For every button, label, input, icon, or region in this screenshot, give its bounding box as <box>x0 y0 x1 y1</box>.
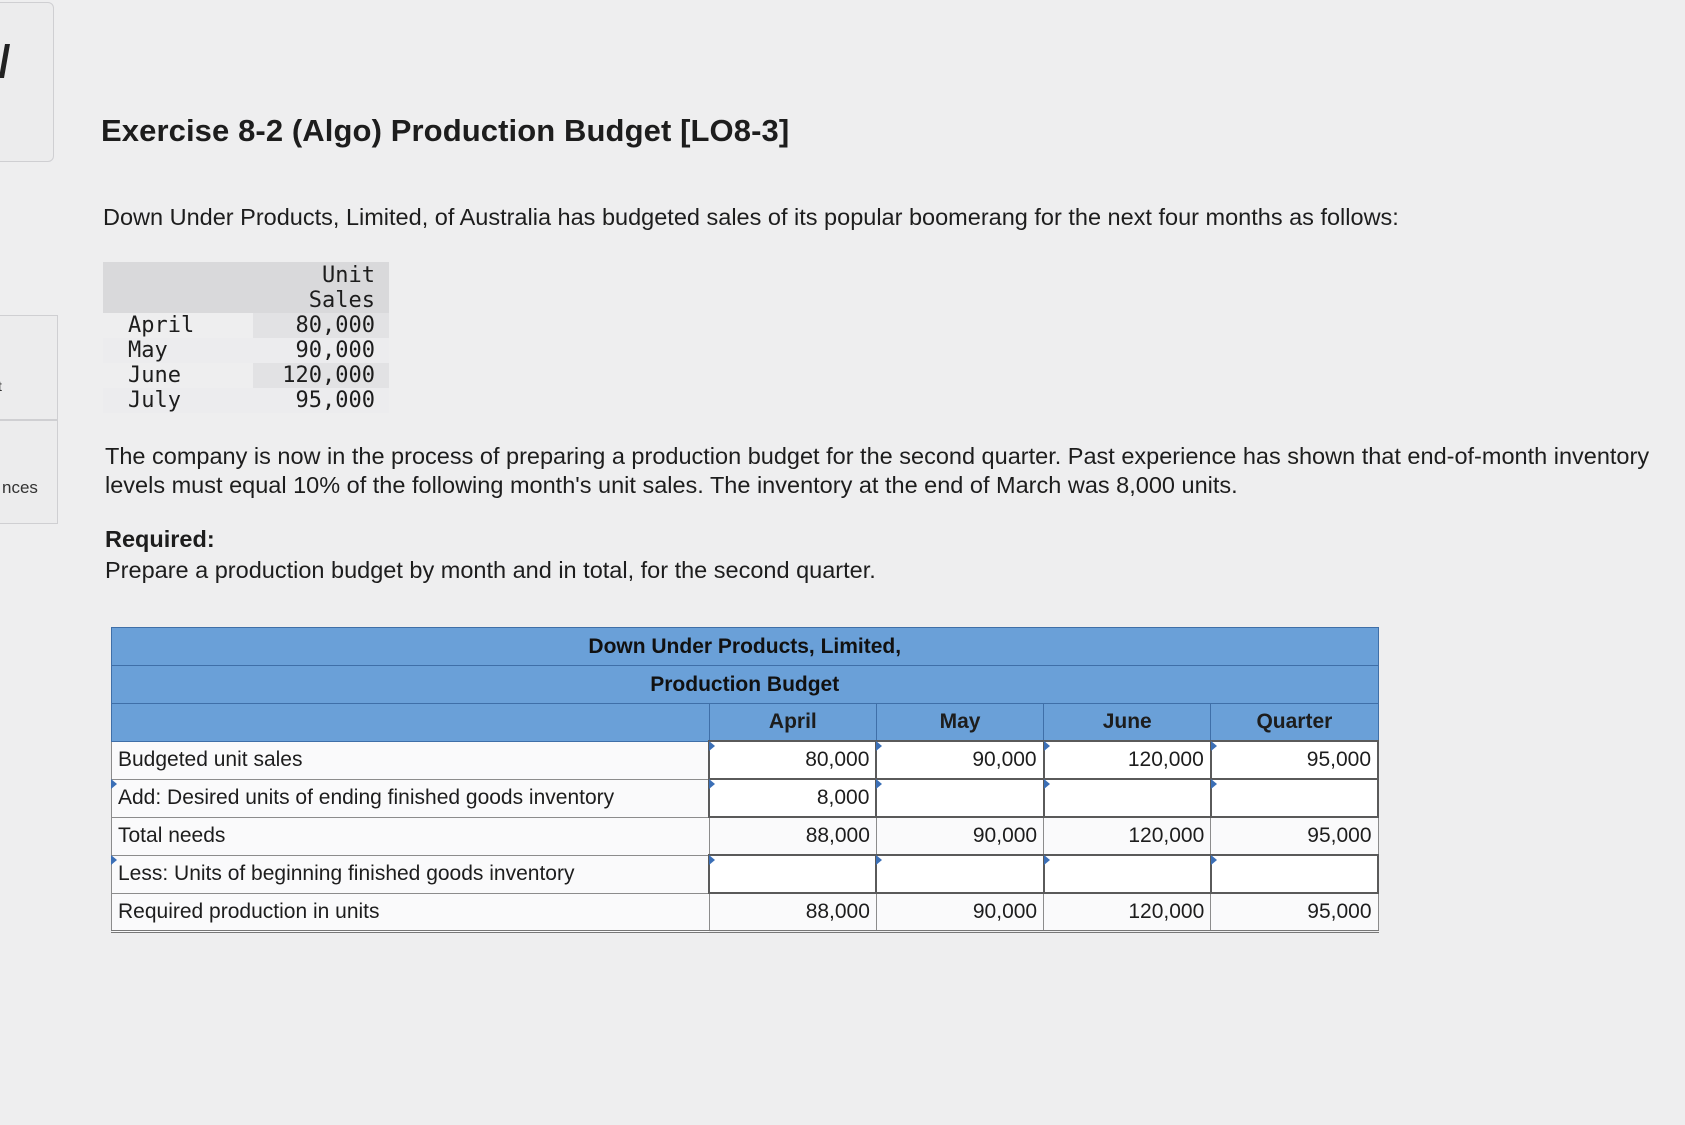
sales-row <box>103 388 389 413</box>
april-sales-input[interactable]: 80,000 <box>709 741 876 779</box>
row-label-dropdown[interactable]: Less: Units of beginning finished goods inventory <box>112 855 710 893</box>
april-required-production: 88,000 <box>709 893 876 932</box>
exercise-title: Exercise 8-2 (Algo) Production Budget [LO8-3] <box>101 113 790 148</box>
side-tab-partial-mark <box>0 378 2 394</box>
june-beginning-inventory-input[interactable] <box>1044 855 1211 893</box>
sales-row <box>103 338 389 363</box>
column-header-april: April <box>709 704 876 742</box>
may-sales-input[interactable]: 90,000 <box>876 741 1043 779</box>
budget-row-total-needs <box>112 817 1379 855</box>
row-label-dropdown[interactable]: Add: Desired units of ending finished goods inventory <box>112 779 710 817</box>
sales-units: 120,000 <box>253 363 389 388</box>
side-panel-tab-middle[interactable] <box>0 315 58 420</box>
june-ending-inventory-input[interactable] <box>1044 779 1211 817</box>
sales-row <box>103 363 389 388</box>
june-sales-input[interactable]: 120,000 <box>1044 741 1211 779</box>
quarter-total-needs: 95,000 <box>1211 817 1378 855</box>
row-label: Required production in units <box>112 893 710 932</box>
april-beginning-inventory-input[interactable] <box>709 855 876 893</box>
may-beginning-inventory-input[interactable] <box>876 855 1043 893</box>
intro-text: Down Under Products, Limited, of Australia has budgeted sales of its popular boomerang for the next four months as follows: <box>103 204 1399 230</box>
budget-row-required-production <box>112 893 1379 932</box>
sales-header-line2: Sales <box>308 288 375 313</box>
sales-month: April <box>128 313 195 338</box>
budget-row-beginning-inventory <box>112 855 1379 893</box>
budget-header-blank <box>112 704 710 742</box>
may-ending-inventory-input[interactable] <box>876 779 1043 817</box>
budget-company-name: Down Under Products, Limited, <box>112 628 1379 666</box>
budget-row-unit-sales <box>112 741 1379 779</box>
may-total-needs: 90,000 <box>876 817 1043 855</box>
sales-month: July <box>103 388 253 413</box>
side-panel-tab-top[interactable] <box>0 2 54 162</box>
may-required-production: 90,000 <box>876 893 1043 932</box>
column-header-may: May <box>876 704 1043 742</box>
budget-row-ending-inventory <box>112 779 1379 817</box>
june-total-needs: 120,000 <box>1044 817 1211 855</box>
side-panel-tab-references[interactable] <box>0 420 58 524</box>
april-total-needs: 88,000 <box>709 817 876 855</box>
sales-month: May <box>103 338 253 363</box>
june-required-production: 120,000 <box>1044 893 1211 932</box>
row-label: Budgeted unit sales <box>112 741 710 779</box>
sales-header-line1: Unit <box>322 263 375 288</box>
column-header-quarter: Quarter <box>1211 704 1378 742</box>
april-ending-inventory-input[interactable]: 8,000 <box>709 779 876 817</box>
sales-units: 90,000 <box>253 338 389 363</box>
production-budget-table <box>111 627 1379 933</box>
sales-units: 95,000 <box>253 388 389 413</box>
quarter-required-production: 95,000 <box>1211 893 1378 932</box>
side-tab-references-label[interactable]: nces <box>2 478 38 497</box>
problem-paragraph: The company is now in the process of preparing a production budget for the second quarter. Past experience has shown that end-of-month inventory levels must equal 10% of the following month's unit sales. The inventory at the end of March was 8,000 units. <box>105 443 1650 498</box>
quarter-beginning-inventory-input[interactable] <box>1211 855 1378 893</box>
unit-sales-table <box>103 262 389 413</box>
column-header-june: June <box>1044 704 1211 742</box>
quarter-sales-input[interactable]: 95,000 <box>1211 741 1378 779</box>
sales-row <box>103 313 389 338</box>
budget-subtitle: Production Budget <box>112 666 1379 704</box>
required-heading: Required: <box>105 526 215 552</box>
row-label: Total needs <box>112 817 710 855</box>
sales-header-blank <box>103 262 253 313</box>
sales-month: June <box>128 363 181 388</box>
required-text: Prepare a production budget by month and in total, for the second quarter. <box>105 557 876 583</box>
quarter-ending-inventory-input[interactable] <box>1211 779 1378 817</box>
sales-header <box>253 262 389 313</box>
sales-units: 80,000 <box>253 313 389 338</box>
